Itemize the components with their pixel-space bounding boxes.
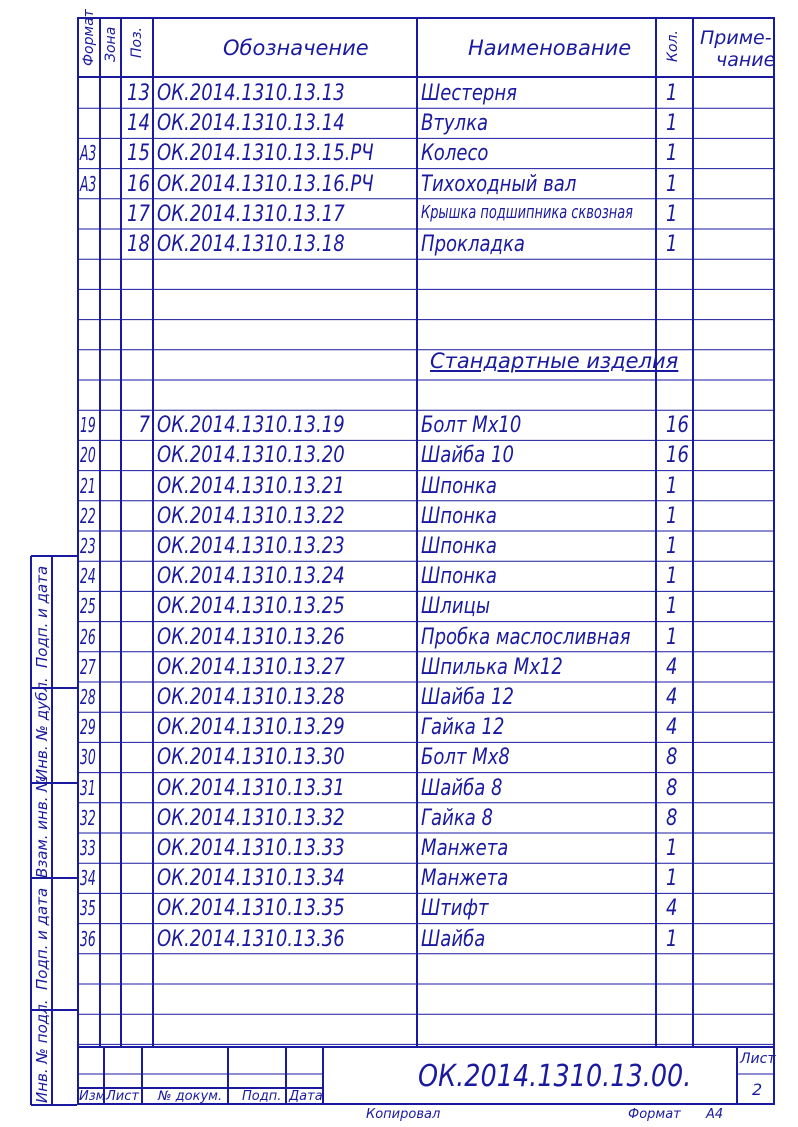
tb-data: Дата: [289, 1089, 323, 1104]
side-sign-date-top: Подп. и дата: [33, 565, 51, 668]
row-pos: 17: [127, 201, 150, 227]
row-designation: ОК.2014.1310.13.29: [157, 715, 345, 741]
row-designation: ОК.2014.1310.13.36: [157, 926, 345, 952]
row-designation: ОК.2014.1310.13.13: [157, 81, 345, 106]
row-qty: 1: [666, 866, 678, 892]
footer-format-label: Формат: [628, 1107, 681, 1122]
row-pos: 15: [127, 141, 150, 167]
row-name: Болт Мх10: [421, 413, 522, 439]
header-format: Формат: [81, 9, 97, 66]
row-format: 24: [80, 564, 96, 589]
row-qty: 1: [666, 836, 678, 861]
row-designation: ОК.2014.1310.13.30: [157, 745, 345, 771]
row-designation: ОК.2014.1310.13.27: [157, 654, 345, 680]
row-format: 29: [80, 715, 96, 740]
row-format: 22: [80, 503, 96, 528]
row-name: Шайба 12: [421, 685, 514, 710]
row-qty: 1: [666, 171, 678, 197]
header-zone: Зона: [103, 26, 119, 62]
row-format: 36: [80, 926, 96, 951]
row-format: 21: [80, 473, 96, 498]
row-qty: 4: [666, 715, 678, 741]
row-designation: ОК.2014.1310.13.22: [157, 503, 345, 529]
header-note-line1: Приме-: [700, 27, 772, 49]
row-name: Шпонка: [421, 503, 497, 529]
row-name: Шпонка: [421, 564, 497, 590]
row-qty: 4: [666, 654, 678, 680]
row-name: Крышка подшипника сквозная: [421, 201, 633, 223]
row-name: Шайба 10: [421, 443, 514, 469]
row-qty: 16: [666, 443, 689, 469]
section-title: Стандартные изделия: [430, 349, 679, 373]
row-designation: ОК.2014.1310.13.21: [157, 473, 345, 499]
row-qty: 1: [666, 201, 678, 227]
row-designation: ОК.2014.1310.13.14: [157, 111, 345, 137]
row-qty: 1: [666, 926, 678, 952]
tb-podp: Подп.: [242, 1089, 282, 1104]
row-designation: ОК.2014.1310.13.33: [157, 836, 345, 861]
row-designation: ОК.2014.1310.13.26: [157, 624, 345, 650]
side-inv-orig: Инв. № подл.: [33, 999, 51, 1103]
row-format: 26: [80, 624, 96, 649]
row-name: Прокладка: [421, 232, 525, 257]
row-designation: ОК.2014.1310.13.19: [157, 413, 345, 439]
row-designation: ОК.2014.1310.13.16.РЧ: [157, 171, 374, 197]
row-qty: 1: [666, 141, 678, 167]
row-format: 33: [80, 836, 96, 860]
header-qty: Кол.: [665, 30, 681, 62]
row-qty: 1: [666, 624, 678, 650]
row-name: Шпонка: [421, 534, 497, 559]
row-format: 20: [80, 443, 96, 468]
row-name: Тихоходный вал: [421, 171, 577, 197]
row-name: Шайба 8: [421, 775, 503, 801]
row-designation: ОК.2014.1310.13.17: [157, 201, 345, 227]
row-qty: 8: [666, 805, 678, 831]
side-vzam-inv: Взам. инв. №: [33, 776, 51, 878]
header-note-line2: чание: [716, 49, 776, 71]
row-qty: 4: [666, 685, 678, 710]
row-format: 30: [80, 745, 96, 770]
row-name: Шпонка: [421, 473, 497, 499]
row-name: Втулка: [421, 111, 489, 137]
header-pos: Поз.: [129, 27, 145, 58]
row-format: 34: [80, 866, 96, 891]
row-designation: ОК.2014.1310.13.15.РЧ: [157, 141, 374, 167]
row-qty: 8: [666, 745, 678, 771]
row-format: 19: [80, 413, 96, 438]
row-pos: 18: [127, 232, 150, 257]
row-format: 32: [80, 805, 96, 830]
row-designation: ОК.2014.1310.13.35: [157, 896, 345, 922]
row-pos: 7: [138, 413, 150, 439]
row-name: Колесо: [421, 141, 489, 167]
side-inv-dup: Инв. № дубл.: [33, 677, 51, 780]
row-designation: ОК.2014.1310.13.24: [157, 564, 345, 590]
header-designation: Обозначение: [223, 36, 369, 60]
row-qty: 1: [666, 232, 678, 257]
row-qty: 1: [666, 503, 678, 529]
row-qty: 1: [666, 81, 678, 106]
row-qty: 1: [666, 594, 678, 620]
row-qty: 1: [666, 534, 678, 559]
row-name: Гайка 8: [421, 805, 493, 831]
row-format: 23: [80, 534, 96, 558]
row-name: Гайка 12: [421, 715, 505, 741]
row-designation: ОК.2014.1310.13.18: [157, 232, 345, 257]
row-qty: 1: [666, 473, 678, 499]
row-name: Штифт: [421, 896, 489, 922]
tb-izm: Изм: [79, 1089, 106, 1104]
row-name: Шестерня: [421, 81, 518, 106]
row-format: 28: [80, 685, 96, 709]
row-name: Пробка маслосливная: [421, 624, 631, 650]
row-designation: ОК.2014.1310.13.31: [157, 775, 345, 801]
row-format: А3: [80, 141, 97, 166]
sheet-label: Лист: [740, 1051, 776, 1067]
row-qty: 4: [666, 896, 678, 922]
doc-code: ОК.2014.1310.13.00.: [418, 1059, 692, 1094]
row-qty: 1: [666, 564, 678, 590]
row-name: Шпилька Мх12: [421, 654, 563, 680]
row-pos: 13: [127, 81, 150, 106]
row-designation: ОК.2014.1310.13.23: [157, 534, 345, 559]
sheet-number: 2: [752, 1080, 763, 1099]
row-designation: ОК.2014.1310.13.25: [157, 594, 345, 620]
row-name: Шайба: [421, 926, 486, 952]
row-designation: ОК.2014.1310.13.28: [157, 685, 345, 710]
row-name: Болт Мх8: [421, 745, 510, 771]
row-name: Манжета: [421, 866, 509, 892]
row-qty: 1: [666, 111, 678, 137]
row-qty: 16: [666, 413, 689, 439]
row-format: 25: [80, 594, 96, 619]
side-sign-date-bottom: Подп. и дата: [33, 887, 51, 990]
footer-format-value: А4: [706, 1107, 724, 1122]
row-name: Манжета: [421, 836, 509, 861]
row-format: А3: [80, 171, 97, 196]
footer-copied: Копировал: [366, 1107, 441, 1122]
row-pos: 14: [127, 111, 150, 137]
row-designation: ОК.2014.1310.13.20: [157, 443, 345, 469]
header-name: Наименование: [468, 36, 632, 60]
tb-doc-num: № докум.: [158, 1089, 223, 1104]
row-name: Шлицы: [421, 594, 491, 620]
row-pos: 16: [127, 171, 150, 197]
row-format: 31: [80, 775, 96, 800]
row-format: 35: [80, 896, 96, 921]
row-format: 27: [80, 654, 96, 679]
row-qty: 8: [666, 775, 678, 801]
row-designation: ОК.2014.1310.13.32: [157, 805, 345, 831]
tb-list: Лист: [106, 1089, 139, 1104]
row-designation: ОК.2014.1310.13.34: [157, 866, 345, 892]
